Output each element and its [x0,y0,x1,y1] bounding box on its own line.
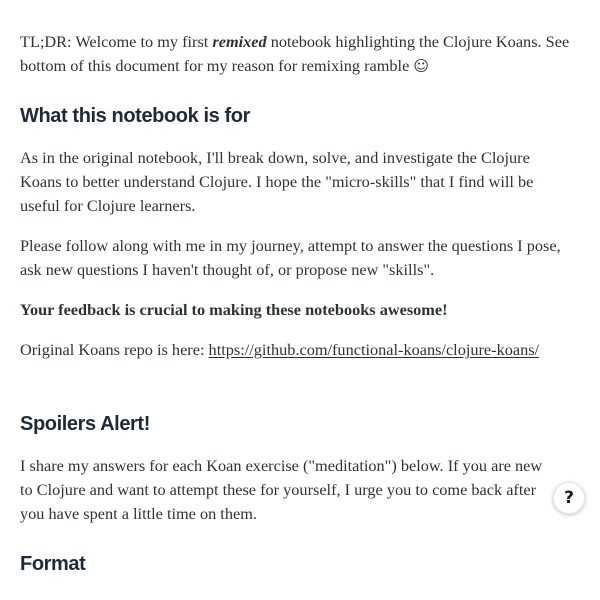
feedback-paragraph: Your feedback is crucial to making these notebooks awesome! [20,300,448,319]
help-button[interactable] [553,482,585,514]
heading-spoilers-alert: Spoilers Alert! [20,413,150,435]
repo-prefix: Original Koans repo is here: [20,340,209,359]
repo-paragraph [20,338,565,362]
intro-emphasis: remixed [212,32,267,51]
purpose-paragraph-1: As in the original notebook, I'll break down, solve, and investigate the Clojure Koans to better understand Clojure. I hope the "micro-skills" that I find will be useful for Clojure learners. [20,148,534,215]
koans-repo-link[interactable]: https://github.com/functional-koans/clojure-koans/ [208,340,540,359]
heading-what-this-notebook-is-for: What this notebook is for [20,105,250,127]
smile-emoji-icon: ☺ [413,57,430,75]
purpose-paragraph-2: Please follow along with me in my journey, attempt to answer the questions I pose, ask new questions I haven't thought of, or propose new "skills". [20,236,561,279]
intro-paragraph [20,30,582,78]
intro-suffix: notebook highlighting the Clojure Koans. See bottom of this document for my reason for remixing ramble [20,32,570,75]
heading-format: Format [20,553,86,575]
spoilers-paragraph: I share my answers for each Koan exercise ("meditation") below. If you are new to Clojure and want to attempt these for yourself, I urge you to come back after you have spent a little time on them. [20,456,543,523]
intro-prefix: TL;DR: Welcome to my first [20,32,213,51]
question-mark-icon: ? [564,488,574,508]
